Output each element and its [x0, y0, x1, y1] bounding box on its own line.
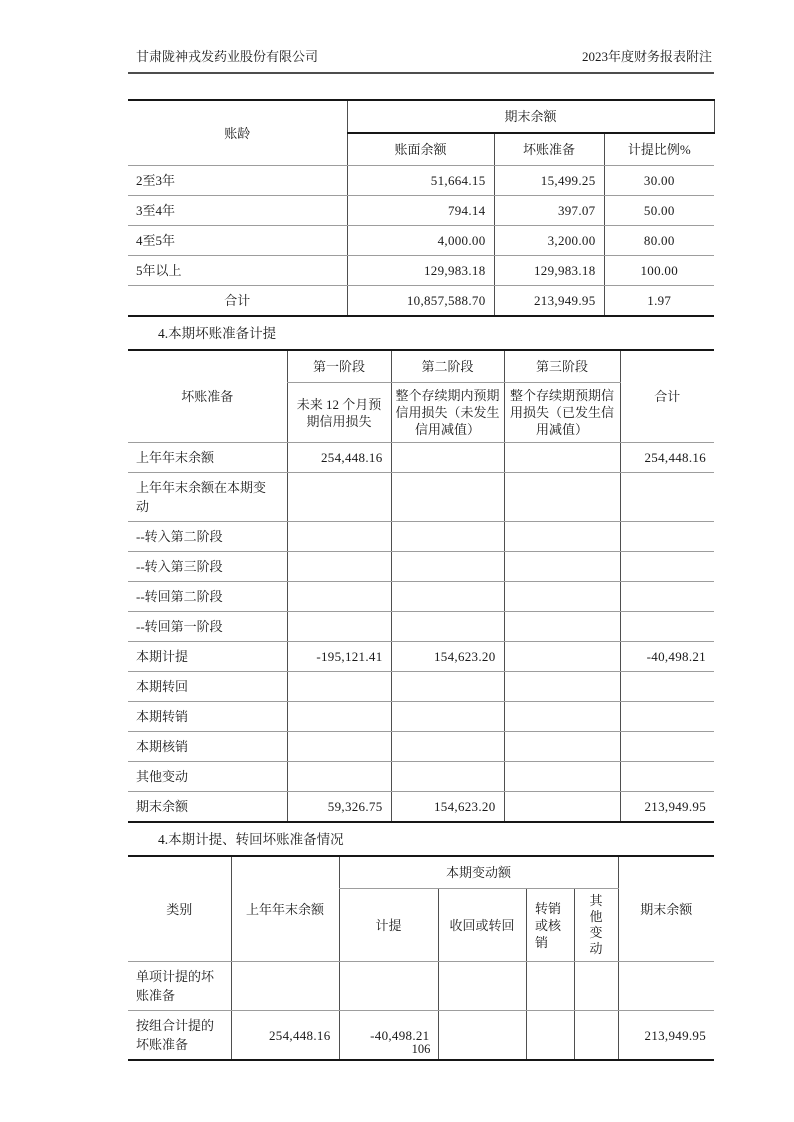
- cell-s2: [391, 443, 504, 473]
- table-row: [128, 702, 714, 732]
- cell-s1: 254,448.16: [287, 443, 391, 473]
- cell-total: -40,498.21: [620, 642, 714, 672]
- table-row: [128, 762, 714, 792]
- cell-s3: [504, 552, 620, 582]
- aging-col-label: 账龄: [128, 100, 347, 166]
- aging-group-header: 期末余额: [347, 100, 714, 133]
- cell-total: [620, 522, 714, 552]
- cell-total: [620, 672, 714, 702]
- prev-balance-header: 上年年末余额: [231, 856, 339, 962]
- cell-ratio: 80.00: [604, 226, 714, 256]
- row-label: --转回第二阶段: [128, 582, 287, 612]
- cell-s2: [391, 612, 504, 642]
- table-row: [128, 443, 714, 473]
- cell-s3: [504, 473, 620, 522]
- table-row: [128, 166, 714, 196]
- row-label: 本期转销: [128, 702, 287, 732]
- cell-recover: [438, 962, 526, 1011]
- company-name: 甘肃陇神戎发药业股份有限公司: [136, 49, 319, 64]
- row-label: 上年年末余额在本期变动: [128, 473, 287, 522]
- cell-s1: -195,121.41: [287, 642, 391, 672]
- row-label: 期末余额: [136, 799, 189, 814]
- aging-table: [128, 99, 715, 317]
- cell-s1: [287, 582, 391, 612]
- report-title: 2023年度财务报表附注: [581, 49, 712, 64]
- cell-s2: [391, 522, 504, 552]
- table-row: [128, 582, 714, 612]
- row-label: 3至4年: [128, 196, 347, 226]
- cell-total: 213,949.95: [620, 792, 714, 823]
- table-row: [128, 612, 714, 642]
- table-row: [128, 642, 714, 672]
- cell-other: [574, 962, 618, 1011]
- cell-s2: [391, 702, 504, 732]
- row-label: --转回第一阶段: [128, 612, 287, 642]
- recover-header: 收回或转回: [438, 889, 526, 962]
- cell-s3: [504, 732, 620, 762]
- aging-header-bad: 坏账准备: [494, 133, 604, 166]
- changes-col-label: 类别: [128, 856, 231, 962]
- row-label: --转入第三阶段: [128, 552, 287, 582]
- cell-total: 254,448.16: [620, 443, 714, 473]
- table-row: [128, 196, 714, 226]
- page-content: [128, 0, 714, 1061]
- row-label: 5年以上: [128, 256, 347, 286]
- stage1-subheader: 未来 12 个月预期信用损失: [287, 383, 391, 443]
- table-row: [128, 473, 714, 522]
- cell-ratio: 1.97: [604, 286, 714, 317]
- cell-bad: 3,200.00: [494, 226, 604, 256]
- end-balance-header: 期末余额: [618, 856, 714, 962]
- cell-book: 4,000.00: [347, 226, 494, 256]
- cell-prev: 254,448.16: [231, 1011, 339, 1061]
- cell-s1: [287, 762, 391, 792]
- cell-total: [620, 732, 714, 762]
- cell-s2: 154,623.20: [391, 642, 504, 672]
- changes-table: [128, 855, 714, 1061]
- cell-total: [620, 612, 714, 642]
- table-row: [128, 552, 714, 582]
- cell-end: 213,949.95: [618, 1011, 714, 1061]
- table-row: [128, 672, 714, 702]
- aging-header-ratio: 计提比例%: [604, 133, 714, 166]
- cell-s3: [504, 762, 620, 792]
- section2-heading: 4.本期计提、转回坏账准备情况: [158, 832, 344, 847]
- cell-total: [620, 582, 714, 612]
- cell-ratio: 50.00: [604, 196, 714, 226]
- other-header: [574, 889, 618, 962]
- page-number: 106: [411, 1042, 431, 1056]
- row-label: 本期计提: [128, 642, 287, 672]
- accrual-header: 计提: [339, 889, 438, 962]
- cell-s3: [504, 702, 620, 732]
- cell-s1: [287, 612, 391, 642]
- cell-s2: [391, 473, 504, 522]
- cell-bad: 15,499.25: [494, 166, 604, 196]
- cell-total: [620, 552, 714, 582]
- row-label: 2至3年: [128, 166, 347, 196]
- cell-end: [618, 962, 714, 1011]
- cell-s3: [504, 582, 620, 612]
- cell-s3: [504, 522, 620, 552]
- cell-s1: [287, 522, 391, 552]
- cell-s1: [287, 552, 391, 582]
- row-label: 本期转回: [128, 672, 287, 702]
- cell-s3: [504, 672, 620, 702]
- cell-bad: 397.07: [494, 196, 604, 226]
- cell-accrual: [339, 962, 438, 1011]
- stage2-subheader: 整个存续期内预期信用损失（未发生信用减值）: [391, 383, 504, 443]
- stages-col-label: 坏账准备: [128, 350, 287, 443]
- cell-s2: [391, 582, 504, 612]
- cell-total: [620, 702, 714, 732]
- aging-header-book: 账面余额: [347, 133, 494, 166]
- page-header: [128, 48, 714, 74]
- cell-prev: [231, 962, 339, 1011]
- cell-ratio: 30.00: [604, 166, 714, 196]
- table-row: [128, 256, 714, 286]
- cell-s1: [287, 702, 391, 732]
- other-header-text: 其他变动: [589, 893, 603, 956]
- cell-s3: [504, 792, 620, 823]
- table-row: [128, 732, 714, 762]
- stage2-header: 第二阶段: [391, 350, 504, 383]
- stage3-subheader: 整个存续期预期信用损失（已发生信用减值）: [504, 383, 620, 443]
- total-label: 合计: [224, 293, 251, 308]
- cell-bad: 213,949.95: [494, 286, 604, 317]
- cell-accrual: -40,498.21: [339, 1011, 438, 1061]
- cell-book: 51,664.15: [347, 166, 494, 196]
- changes-group-header: 本期变动额: [339, 856, 618, 889]
- cell-s1: 59,326.75: [287, 792, 391, 823]
- cell-book: 10,857,588.70: [347, 286, 494, 317]
- table-row: [128, 226, 714, 256]
- stage3-header: 第三阶段: [504, 350, 620, 383]
- stage1-header: 第一阶段: [287, 350, 391, 383]
- row-label: --转入第二阶段: [128, 522, 287, 552]
- cell-s2: [391, 762, 504, 792]
- cell-book: 794.14: [347, 196, 494, 226]
- row-label: 按组合计提的坏账准备: [136, 1018, 215, 1052]
- section1-heading: 4.本期坏账准备计提: [158, 326, 277, 341]
- cell-s2: [391, 732, 504, 762]
- cell-total: [620, 762, 714, 792]
- cell-s1: [287, 672, 391, 702]
- cell-s2: 154,623.20: [391, 792, 504, 823]
- row-label: 其他变动: [128, 762, 287, 792]
- row-label: 4至5年: [128, 226, 347, 256]
- cell-s1: [287, 732, 391, 762]
- stages-table: [128, 349, 714, 823]
- row-label: 上年年末余额: [128, 443, 287, 473]
- row-label: 本期核销: [128, 732, 287, 762]
- cell-s3: [504, 612, 620, 642]
- stages-total-header: 合计: [620, 350, 714, 443]
- total-row: [128, 286, 714, 317]
- row-label: 单项计提的坏账准备: [128, 962, 231, 1011]
- cell-total: [620, 473, 714, 522]
- table-row: [128, 962, 714, 1011]
- cell-s3: [504, 642, 620, 672]
- writeoff-header: [526, 889, 574, 962]
- cell-bad: 129,983.18: [494, 256, 604, 286]
- cell-s2: [391, 552, 504, 582]
- cell-s3: [504, 443, 620, 473]
- cell-ratio: 100.00: [604, 256, 714, 286]
- cell-s2: [391, 672, 504, 702]
- cell-book: 129,983.18: [347, 256, 494, 286]
- cell-s1: [287, 473, 391, 522]
- cell-writeoff: [526, 962, 574, 1011]
- table-row: [128, 792, 714, 823]
- writeoff-header-text: 转销或核销: [535, 900, 562, 950]
- table-row: [128, 522, 714, 552]
